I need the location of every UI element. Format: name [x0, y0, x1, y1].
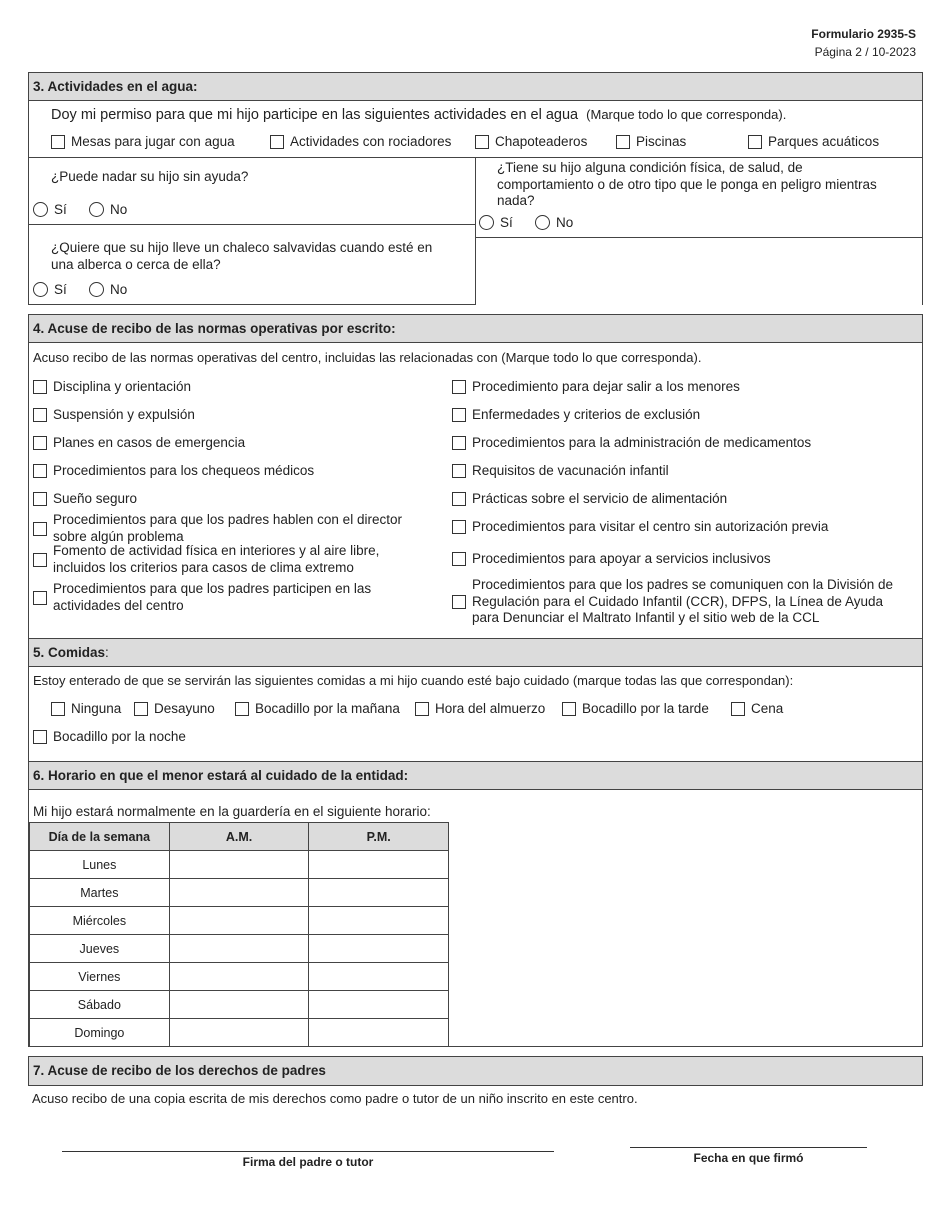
policy-ccr-contact[interactable]: Procedimientos para que los padres se comuniquen con la División de Regulación para el Cuidado Infantil (CCR), DFPS, la Línea de Ayuda para Denunciar el Maltrato Infantil y el sitio web de la CCL — [452, 577, 893, 627]
policy-suspension[interactable]: Suspensión y expulsión — [33, 407, 195, 422]
checkbox[interactable] — [475, 135, 489, 149]
meal-afternoon-snack[interactable]: Bocadillo por la tarde — [562, 701, 731, 716]
policy-visit[interactable]: Procedimientos para visitar el centro sin autorización previa — [452, 519, 828, 534]
section-7-title: 7. Acuse de recibo de los derechos de padres — [29, 1057, 922, 1085]
am-cell[interactable] — [169, 963, 309, 991]
meal-none[interactable]: Ninguna — [51, 701, 134, 716]
pm-cell[interactable] — [309, 879, 449, 907]
schedule-table-wrap — [29, 822, 449, 1047]
checkbox[interactable] — [452, 408, 466, 422]
condition-answer — [479, 215, 573, 230]
checkbox[interactable] — [33, 492, 47, 506]
checkbox[interactable] — [33, 522, 47, 536]
checkbox[interactable] — [452, 595, 466, 609]
checkbox[interactable] — [616, 135, 630, 149]
policy-discipline[interactable]: Disciplina y orientación — [33, 379, 191, 394]
checkbox[interactable] — [415, 702, 429, 716]
schedule-intro: Mi hijo estará normalmente en la guardería en el siguiente horario: — [33, 804, 431, 819]
policies-intro: Acuso recibo de las normas operativas del centro, incluidas las relacionadas con (Marque todo lo que corresponda). — [33, 350, 702, 365]
checkbox[interactable] — [33, 591, 47, 605]
checkbox[interactable] — [452, 464, 466, 478]
checkbox[interactable] — [731, 702, 745, 716]
day-cell: Viernes — [30, 963, 170, 991]
life-vest-yes[interactable]: Sí — [33, 282, 89, 297]
checkbox[interactable] — [452, 552, 466, 566]
policy-health-checks[interactable]: Procedimientos para los chequeos médicos — [33, 463, 314, 478]
pm-cell[interactable] — [309, 851, 449, 879]
swim-yes[interactable]: Sí — [33, 202, 89, 217]
table-row — [30, 963, 449, 991]
condition-yes[interactable]: Sí — [479, 215, 535, 230]
radio[interactable] — [535, 215, 550, 230]
policy-release[interactable]: Procedimiento para dejar salir a los menores — [452, 379, 740, 394]
day-cell: Domingo — [30, 1019, 170, 1047]
meal-evening-snack[interactable]: Bocadillo por la noche — [33, 729, 186, 744]
table-row — [30, 907, 449, 935]
life-vest-question: ¿Quiere que su hijo lleve un chaleco salvavidas cuando esté en una alberca o cerca de ella? — [51, 240, 433, 272]
policy-parent-participation[interactable]: Procedimientos para que los padres participen en las actividades del centro — [33, 581, 371, 614]
am-cell[interactable] — [169, 907, 309, 935]
pm-cell[interactable] — [309, 963, 449, 991]
divider — [475, 237, 922, 238]
section-4-title: 4. Acuse de recibo de las normas operativas por escrito: — [29, 315, 922, 343]
section-operating-policies — [28, 314, 923, 639]
parent-rights-text: Acuso recibo de una copia escrita de mis derechos como padre o tutor de un niño inscrito en este centro. — [32, 1091, 638, 1106]
checkbox[interactable] — [134, 702, 148, 716]
section-schedule — [28, 761, 923, 1047]
pm-cell[interactable] — [309, 935, 449, 963]
radio[interactable] — [479, 215, 494, 230]
page-number: Página 2 / 10-2023 — [814, 45, 916, 59]
pm-cell[interactable] — [309, 1019, 449, 1047]
life-vest-answer — [33, 282, 127, 297]
section-6-title: 6. Horario en que el menor estará al cuidado de la entidad: — [29, 762, 922, 790]
policy-illness[interactable]: Enfermedades y criterios de exclusión — [452, 407, 700, 422]
checkbox[interactable] — [452, 436, 466, 450]
water-permission-text: Doy mi permiso para que mi hijo participe en las siguientes actividades en el agua (Marque todo lo que corresponda). — [51, 107, 787, 123]
signature-line[interactable] — [62, 1151, 554, 1152]
divider — [475, 237, 476, 305]
meal-morning-snack[interactable]: Bocadillo por la mañana — [235, 701, 415, 716]
policy-medication[interactable]: Procedimientos para la administración de medicamentos — [452, 435, 811, 450]
table-row — [30, 851, 449, 879]
form-number: Formulario 2935-S — [811, 27, 916, 41]
checkbox[interactable] — [33, 380, 47, 394]
schedule-table — [29, 822, 449, 1047]
radio[interactable] — [89, 282, 104, 297]
policy-parent-director[interactable]: Procedimientos para que los padres hablen con el director sobre algún problema — [33, 512, 402, 545]
condition-no[interactable]: No — [535, 215, 573, 230]
activity-water-parks[interactable]: Parques acuáticos — [748, 134, 879, 149]
day-cell: Martes — [30, 879, 170, 907]
checkbox[interactable] — [452, 520, 466, 534]
policy-food-service[interactable]: Prácticas sobre el servicio de alimentación — [452, 491, 727, 506]
checkbox[interactable] — [33, 464, 47, 478]
policy-safe-sleep[interactable]: Sueño seguro — [33, 491, 137, 506]
am-cell[interactable] — [169, 991, 309, 1019]
checkbox[interactable] — [51, 135, 65, 149]
day-cell: Lunes — [30, 851, 170, 879]
col-pm: P.M. — [309, 823, 449, 851]
activity-water-tables[interactable]: Mesas para jugar con agua — [51, 134, 270, 149]
checkbox[interactable] — [270, 135, 284, 149]
signature-label: Firma del padre o tutor — [242, 1155, 374, 1169]
section-parent-rights — [28, 1056, 923, 1086]
am-cell[interactable] — [169, 935, 309, 963]
pm-cell[interactable] — [309, 991, 449, 1019]
condition-question: ¿Tiene su hijo alguna condición física, de salud, de comportamiento o de otro tipo que le ponga en peligro mientras nada? — [497, 160, 877, 208]
meal-breakfast[interactable]: Desayuno — [134, 701, 235, 716]
activity-sprinklers[interactable]: Actividades con rociadores — [270, 134, 475, 149]
date-label: Fecha en que firmó — [693, 1151, 804, 1165]
table-row — [30, 991, 449, 1019]
activity-wading-pools[interactable]: Chapoteaderos — [475, 134, 616, 149]
section-5-title: 5. Comidas: — [29, 639, 922, 667]
swim-answer — [33, 202, 127, 217]
schedule-header-row — [30, 823, 449, 851]
checkbox[interactable] — [235, 702, 249, 716]
meal-dinner[interactable]: Cena — [731, 701, 783, 716]
checkbox[interactable] — [562, 702, 576, 716]
table-row — [30, 879, 449, 907]
col-day: Día de la semana — [30, 823, 170, 851]
policy-immunization[interactable]: Requisitos de vacunación infantil — [452, 463, 669, 478]
meals-intro: Estoy enterado de que se servirán las siguientes comidas a mi hijo cuando esté bajo cuidado (marque todas las que correspondan): — [33, 673, 794, 688]
section-water-activities — [28, 72, 923, 305]
meal-lunch[interactable]: Hora del almuerzo — [415, 701, 562, 716]
checkbox[interactable] — [748, 135, 762, 149]
section-3-title: 3. Actividades en el agua: — [29, 73, 922, 101]
policy-physical-activity[interactable]: Fomento de actividad física en interiores y al aire libre, incluidos los criterios para casos de clima extremo — [33, 543, 379, 576]
checkbox[interactable] — [51, 702, 65, 716]
date-line[interactable] — [630, 1147, 867, 1148]
divider — [29, 224, 476, 225]
policy-inclusive[interactable]: Procedimientos para apoyar a servicios inclusivos — [452, 551, 771, 566]
radio[interactable] — [33, 282, 48, 297]
table-row — [30, 1019, 449, 1047]
meals-options — [51, 701, 783, 716]
checkbox[interactable] — [452, 492, 466, 506]
water-activities-options — [51, 134, 879, 149]
checkbox[interactable] — [33, 408, 47, 422]
swim-question: ¿Puede nadar su hijo sin ayuda? — [51, 169, 249, 184]
divider — [475, 157, 476, 237]
table-row — [30, 935, 449, 963]
day-cell: Jueves — [30, 935, 170, 963]
pm-cell[interactable] — [309, 907, 449, 935]
checkbox[interactable] — [452, 380, 466, 394]
divider — [29, 304, 476, 305]
activity-pools[interactable]: Piscinas — [616, 134, 748, 149]
am-cell[interactable] — [169, 879, 309, 907]
policy-emergency[interactable]: Planes en casos de emergencia — [33, 435, 245, 450]
am-cell[interactable] — [169, 1019, 309, 1047]
life-vest-no[interactable]: No — [89, 282, 127, 297]
section-meals — [28, 638, 923, 762]
checkbox[interactable] — [33, 553, 47, 567]
radio[interactable] — [89, 202, 104, 217]
checkbox[interactable] — [33, 436, 47, 450]
day-cell: Miércoles — [30, 907, 170, 935]
radio[interactable] — [33, 202, 48, 217]
day-cell: Sábado — [30, 991, 170, 1019]
checkbox[interactable] — [33, 730, 47, 744]
am-cell[interactable] — [169, 851, 309, 879]
swim-no[interactable]: No — [89, 202, 127, 217]
col-am: A.M. — [169, 823, 309, 851]
